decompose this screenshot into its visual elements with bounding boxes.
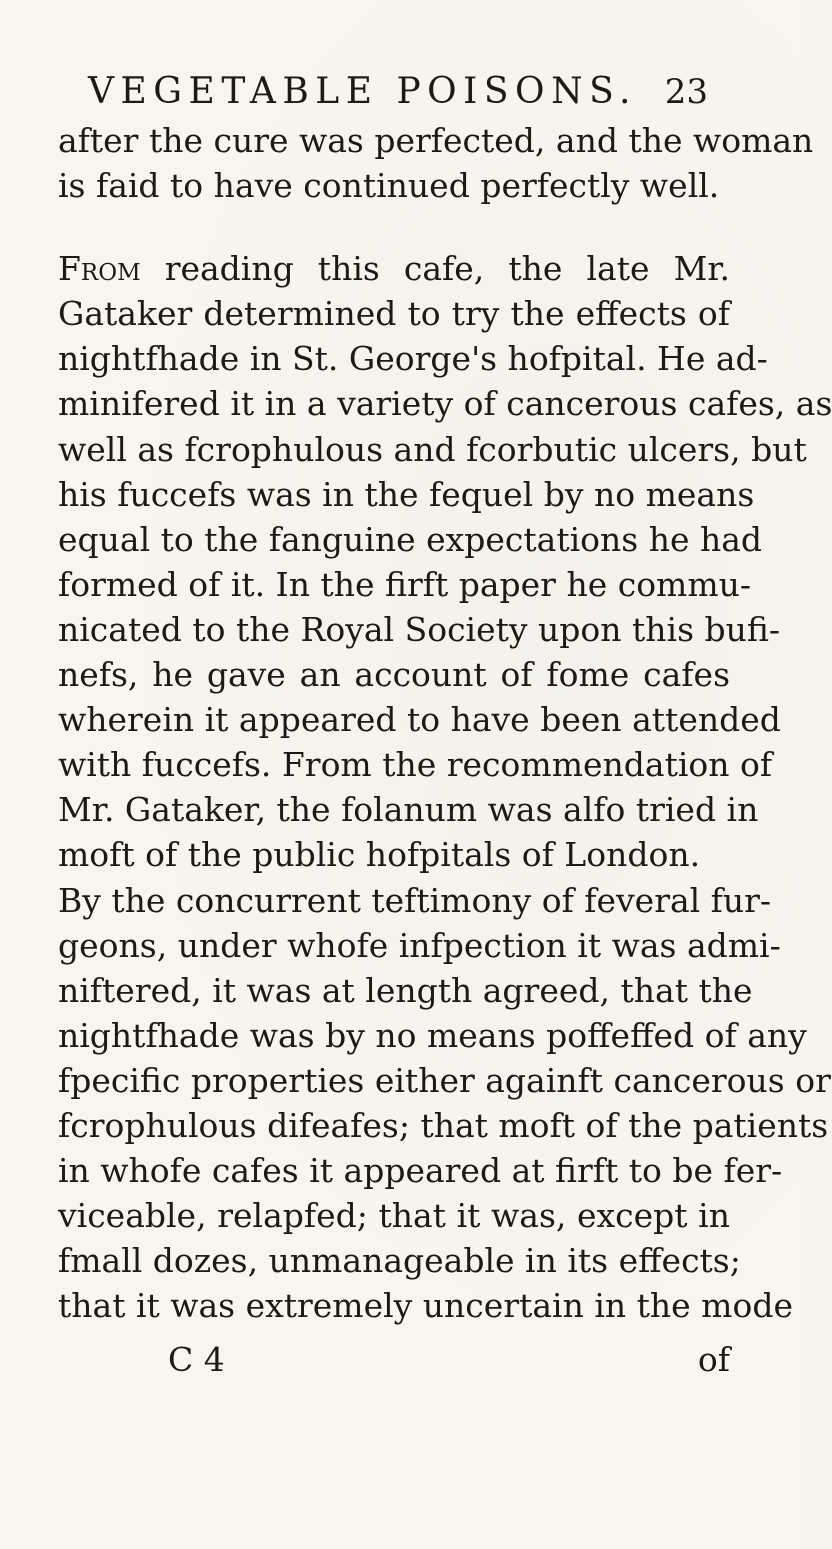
text-line: viceable, relapfed; that it was, except in: [58, 1196, 730, 1236]
body-text: [58, 118, 832, 1328]
text-line: niftered, it was at length agreed, that the: [58, 970, 753, 1010]
text-line: fmall dozes, unmanageable in its effects;: [58, 1241, 741, 1281]
paragraph-gap: [58, 208, 730, 246]
text-line: wherein it appeared to have been attended: [58, 700, 781, 740]
text-line: minifered it in a variety of cancerous cafes, as: [58, 384, 832, 424]
text-line: fcrophulous difeafes; that moft of the patients: [58, 1105, 829, 1145]
text-line: is faid to have continued perfectly well.: [58, 166, 720, 206]
text-line: that it was extremely uncertain in the mode: [58, 1286, 793, 1326]
text-line: well as fcrophulous and fcorbutic ulcers, but: [58, 429, 807, 469]
text-line: geons, under whofe infpection it was admi-: [58, 925, 781, 965]
paragraph-lead-word: From: [58, 249, 141, 289]
text-line-first: [58, 246, 730, 291]
text-line: Gataker determined to try the effects of: [58, 294, 730, 334]
text-line: nicated to the Royal Society upon this bufi-: [58, 609, 781, 649]
page-number: 23: [664, 72, 708, 112]
text-line: formed of it. In the firft paper he commu-: [58, 564, 752, 604]
text-line: equal to the fanguine expectations he had: [58, 519, 763, 559]
text-line: fpecific properties either againft cancerous or: [58, 1060, 831, 1100]
text-line: nefs, he gave an account of fome cafes: [58, 655, 730, 695]
text-line: his fuccefs was in the fequel by no means: [58, 474, 755, 514]
running-head-title: VEGETABLE POISONS.: [88, 71, 637, 112]
text-line: in whofe cafes it appeared at firft to be fer-: [58, 1151, 783, 1191]
text-line-rest: reading this cafe, the late Mr.: [140, 249, 730, 289]
text-line: with fuccefs. From the recommendation of: [58, 745, 773, 785]
text-line: nightfhade was by no means poffeffed of any: [58, 1015, 807, 1055]
text-line: nightfhade in St. George's hofpital. He ad-: [58, 339, 768, 379]
page-footer: [58, 1338, 730, 1382]
paragraph-1: [58, 118, 814, 208]
paragraph-2: [58, 246, 832, 1328]
text-line: By the concurrent teftimony of feveral fur-: [58, 880, 772, 920]
catchword: of: [697, 1340, 730, 1379]
text-line: moft of the public hofpitals of London.: [58, 835, 701, 875]
text-line: after the cure was perfected, and the woman: [58, 121, 814, 160]
signature-mark: C 4: [168, 1340, 225, 1379]
text-line: Mr. Gataker, the folanum was alfo tried in: [58, 790, 759, 830]
running-head: [88, 70, 708, 114]
